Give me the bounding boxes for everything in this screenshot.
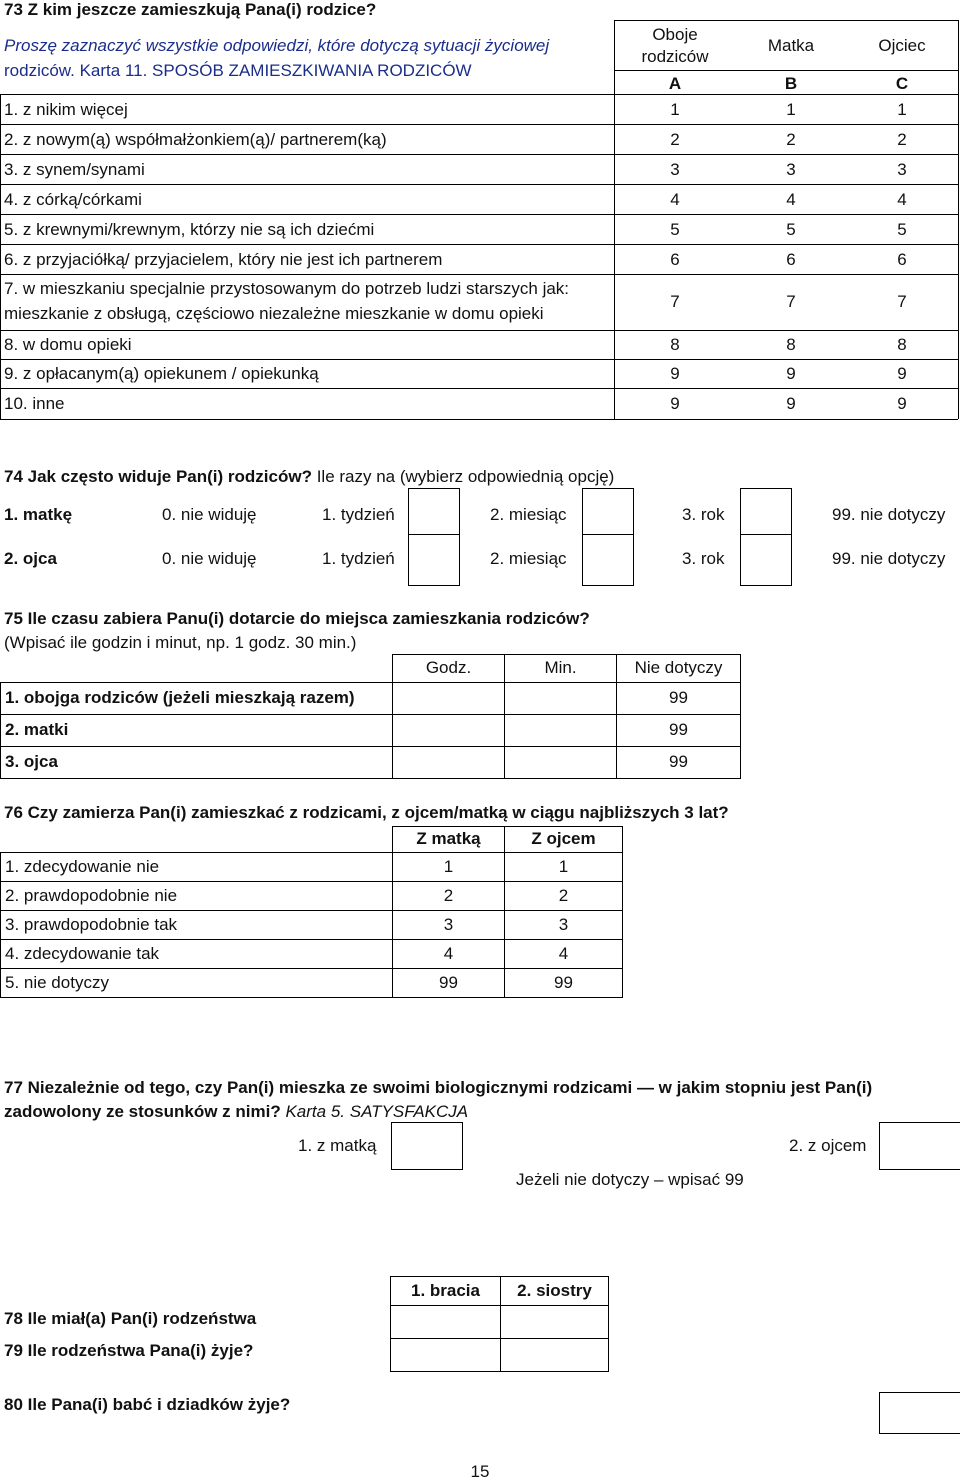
q76-row-father[interactable]: 2 bbox=[505, 882, 623, 911]
q73-title: 73 Z kim jeszcze zamieszkują Pana(i) rodzice? bbox=[4, 0, 377, 19]
q73-row-value-c[interactable]: 6 bbox=[897, 250, 907, 269]
q75-row-na[interactable]: 99 bbox=[617, 715, 741, 747]
q75-row-label: 1. obojga rodziców (jeżeli mieszkają razem) bbox=[1, 683, 393, 715]
q74-mother-year-box[interactable] bbox=[740, 488, 792, 540]
q73-row-value-b[interactable]: 5 bbox=[786, 220, 796, 239]
q76-row-mother[interactable]: 99 bbox=[393, 969, 505, 998]
q73-grid-right bbox=[958, 94, 959, 419]
siblings-table bbox=[390, 1276, 609, 1372]
q76-row bbox=[1, 940, 623, 969]
q73-row-value-a[interactable]: 2 bbox=[670, 130, 680, 149]
q74-mother-week-box[interactable] bbox=[408, 488, 460, 540]
q73-row-value-a[interactable]: 3 bbox=[670, 160, 680, 179]
q76-row-mother[interactable]: 3 bbox=[393, 911, 505, 940]
q75-row-minutes-field[interactable] bbox=[505, 683, 617, 715]
q75-header-hours: Godz. bbox=[393, 655, 505, 683]
q73-row-value-b[interactable]: 3 bbox=[786, 160, 796, 179]
q74-father-label: 2. ojca bbox=[4, 549, 57, 568]
q73-row-value-c[interactable]: 5 bbox=[897, 220, 907, 239]
q73-row-label: 10. inne bbox=[4, 394, 65, 413]
q73-row-label-line1: 7. w mieszkaniu specjalnie przystosowanym do potrzeb ludzi starszych jak: bbox=[4, 279, 570, 298]
q73-header-right-border bbox=[958, 20, 959, 94]
q73-row-label: 5. z krewnymi/krewnym, którzy nie są ich dziećmi bbox=[4, 220, 375, 239]
q73-row-value-b[interactable]: 1 bbox=[786, 100, 796, 119]
q73-col-letter-a: A bbox=[668, 74, 682, 93]
q77-title-line2 bbox=[4, 1102, 468, 1122]
q75-row-label: 2. matki bbox=[1, 715, 393, 747]
q76-row-label: 2. prawdopodobnie nie bbox=[1, 882, 393, 911]
q73-row-value-a[interactable]: 9 bbox=[670, 364, 680, 383]
q73-row-value-a[interactable]: 8 bbox=[670, 335, 680, 354]
q76-table bbox=[0, 826, 623, 998]
q73-header-top-border bbox=[614, 20, 958, 21]
q73-row-value-a[interactable]: 7 bbox=[670, 292, 680, 311]
siblings-header-brothers: 1. bracia bbox=[391, 1277, 501, 1306]
q74-mother-label: 1. matkę bbox=[4, 505, 73, 524]
q75-row-hours-field[interactable] bbox=[393, 715, 505, 747]
q77-father-box[interactable] bbox=[879, 1122, 960, 1170]
q75-table bbox=[0, 654, 741, 779]
q73-row-value-c[interactable]: 3 bbox=[897, 160, 907, 179]
siblings-header-sisters: 2. siostry bbox=[501, 1277, 609, 1306]
q76-row bbox=[1, 853, 623, 882]
q74-mother-opt2[interactable]: 2. miesiąc bbox=[490, 505, 567, 524]
q73-row-value-b[interactable]: 6 bbox=[786, 250, 796, 269]
q74-title-rest: Ile razy na (wybierz odpowiednią opcję) bbox=[311, 467, 615, 486]
q73-row-value-b[interactable]: 8 bbox=[786, 335, 796, 354]
q79-sisters-field[interactable] bbox=[501, 1339, 609, 1372]
q77-title-line1: 77 Niezależnie od tego, czy Pan(i) mieszka ze swoimi biologicznymi rodzicami — w jakim stopniu jest Pan(i) bbox=[4, 1078, 873, 1097]
q76-header-mother: Z matką bbox=[393, 827, 505, 853]
q74-father-opt1[interactable]: 1. tydzień bbox=[322, 549, 395, 568]
q75-note: (Wpisać ile godzin i minut, np. 1 godz. 30 min.) bbox=[4, 633, 357, 652]
q73-row-label: 3. z synem/synami bbox=[4, 160, 145, 179]
q75-row bbox=[1, 715, 741, 747]
q75-row-hours-field[interactable] bbox=[393, 683, 505, 715]
q73-row-value-b[interactable]: 9 bbox=[786, 394, 796, 413]
q73-row[interactable] bbox=[0, 274, 958, 331]
q75-row-minutes-field[interactable] bbox=[505, 747, 617, 779]
q76-header-father: Z ojcem bbox=[505, 827, 623, 853]
q73-grid-a bbox=[614, 94, 615, 419]
q78-sisters-field[interactable] bbox=[501, 1306, 609, 1339]
q73-col-mother-header: Matka bbox=[767, 36, 815, 55]
q73-row[interactable] bbox=[0, 214, 958, 245]
q78-label: 78 Ile miał(a) Pan(i) rodzeństwa bbox=[4, 1309, 257, 1328]
q74-father-opt3[interactable]: 3. rok bbox=[682, 549, 725, 568]
q74-father-week-box[interactable] bbox=[408, 534, 460, 586]
q73-row[interactable] bbox=[0, 94, 958, 125]
q73-col-letter-c: C bbox=[895, 74, 909, 93]
q73-header-left-border bbox=[614, 20, 615, 94]
q74-mother-month-box[interactable] bbox=[582, 488, 634, 540]
q73-row-label: 2. z nowym(ą) współmałżonkiem(ą)/ partnerem(ką) bbox=[4, 130, 387, 149]
q79-label: 79 Ile rodzeństwa Pana(i) żyje? bbox=[4, 1341, 254, 1360]
q73-row[interactable] bbox=[0, 154, 958, 185]
q74-title bbox=[4, 467, 614, 487]
q73-row-value-b[interactable]: 7 bbox=[786, 292, 796, 311]
q73-row-value-b[interactable]: 2 bbox=[786, 130, 796, 149]
q73-col-both-line1: Oboje bbox=[652, 25, 698, 44]
q77-title-italic: Karta 5. SATYSFAKCJA bbox=[280, 1102, 469, 1121]
q73-row-value-a[interactable]: 4 bbox=[670, 190, 680, 209]
q73-row-label: 4. z córką/córkami bbox=[4, 190, 142, 209]
q73-instruction-line1: Proszę zaznaczyć wszystkie odpowiedzi, które dotyczą sytuacji życiowej bbox=[4, 36, 550, 55]
q73-row-value-c[interactable]: 4 bbox=[897, 190, 907, 209]
q75-row-hours-field[interactable] bbox=[393, 747, 505, 779]
q73-instruction-line2: rodziców. Karta 11. SPOSÓB ZAMIESZKIWANIA RODZICÓW bbox=[4, 61, 472, 80]
q73-row[interactable] bbox=[0, 388, 958, 420]
q73-row[interactable] bbox=[0, 244, 958, 275]
q76-row bbox=[1, 911, 623, 940]
q76-row-label: 1. zdecydowanie nie bbox=[1, 853, 393, 882]
q76-row-father[interactable]: 3 bbox=[505, 911, 623, 940]
q74-title-bold: 74 Jak często widuje Pan(i) rodziców? bbox=[4, 467, 312, 486]
q75-header-minutes: Min. bbox=[505, 655, 617, 683]
q73-row-value-c[interactable]: 9 bbox=[897, 364, 907, 383]
q74-father-opt99[interactable]: 99. nie dotyczy bbox=[832, 549, 946, 568]
q73-row-value-c[interactable]: 7 bbox=[897, 292, 907, 311]
q77-option-mother: 1. z matką bbox=[298, 1136, 377, 1155]
q76-row-mother[interactable]: 4 bbox=[393, 940, 505, 969]
q75-row-label: 3. ojca bbox=[1, 747, 393, 779]
q80-answer-box[interactable] bbox=[879, 1392, 960, 1434]
q74-mother-opt1[interactable]: 1. tydzień bbox=[322, 505, 395, 524]
q73-row[interactable] bbox=[0, 330, 958, 360]
q76-row-father[interactable]: 1 bbox=[505, 853, 623, 882]
q73-row-value-a[interactable]: 6 bbox=[670, 250, 680, 269]
q76-title: 76 Czy zamierza Pan(i) zamieszkać z rodzicami, z ojcem/matką w ciągu najbliższych 3 lat? bbox=[4, 803, 729, 822]
q77-title-bold: zadowolony ze stosunków z nimi? bbox=[4, 1102, 281, 1121]
page-number: 15 bbox=[470, 1462, 490, 1481]
q75-row bbox=[1, 683, 741, 715]
q76-row-label: 5. nie dotyczy bbox=[1, 969, 393, 998]
q76-row-mother[interactable]: 1 bbox=[393, 853, 505, 882]
q74-mother-opt0[interactable]: 0. nie widuję bbox=[162, 505, 257, 524]
q75-row-na[interactable]: 99 bbox=[617, 747, 741, 779]
q74-father-opt0[interactable]: 0. nie widuję bbox=[162, 549, 257, 568]
q76-row-mother[interactable]: 2 bbox=[393, 882, 505, 911]
q79-brothers-field[interactable] bbox=[391, 1339, 501, 1372]
q73-row-value-c[interactable]: 2 bbox=[897, 130, 907, 149]
q73-header-mid-border bbox=[614, 70, 958, 71]
q73-row-value-b[interactable]: 4 bbox=[786, 190, 796, 209]
q78-brothers-field[interactable] bbox=[391, 1306, 501, 1339]
q73-row-label: 1. z nikim więcej bbox=[4, 100, 128, 119]
q75-row-minutes-field[interactable] bbox=[505, 715, 617, 747]
q76-row-label: 3. prawdopodobnie tak bbox=[1, 911, 393, 940]
q73-row-value-a[interactable]: 1 bbox=[670, 100, 680, 119]
q76-row bbox=[1, 882, 623, 911]
q73-grid-left bbox=[0, 94, 1, 419]
q73-col-father-header: Ojciec bbox=[878, 36, 926, 55]
q76-row-father[interactable]: 99 bbox=[505, 969, 623, 998]
q74-father-opt2[interactable]: 2. miesiąc bbox=[490, 549, 567, 568]
q73-row-value-c[interactable]: 8 bbox=[897, 335, 907, 354]
q73-col-letter-b: B bbox=[784, 74, 798, 93]
q77-mother-box[interactable] bbox=[391, 1122, 463, 1170]
q75-row-na[interactable]: 99 bbox=[617, 683, 741, 715]
q73-row-value-a[interactable]: 5 bbox=[670, 220, 680, 239]
q75-header-na: Nie dotyczy bbox=[617, 655, 741, 683]
q77-option-father: 2. z ojcem bbox=[789, 1136, 867, 1155]
q74-father-year-box[interactable] bbox=[740, 534, 792, 586]
q73-row-label: 9. z opłacanym(ą) opiekunem / opiekunką bbox=[4, 364, 319, 383]
q73-row-value-c[interactable]: 1 bbox=[897, 100, 907, 119]
q73-row[interactable] bbox=[0, 184, 958, 215]
q73-row-label-line2: mieszkanie z obsługą, częściowo niezależne mieszkanie w domu opieki bbox=[4, 304, 544, 323]
q75-title: 75 Ile czasu zabiera Panu(i) dotarcie do miejsca zamieszkania rodziców? bbox=[4, 609, 590, 628]
q77-note: Jeżeli nie dotyczy – wpisać 99 bbox=[516, 1170, 744, 1189]
q74-father-month-box[interactable] bbox=[582, 534, 634, 586]
q76-row-father[interactable]: 4 bbox=[505, 940, 623, 969]
q80-label: 80 Ile Pana(i) babć i dziadków żyje? bbox=[4, 1395, 291, 1414]
q73-row-label: 6. z przyjaciółką/ przyjacielem, który nie jest ich partnerem bbox=[4, 250, 443, 269]
q73-row-value-c[interactable]: 9 bbox=[897, 394, 907, 413]
q73-col-both-line2: rodziców bbox=[641, 47, 709, 66]
q73-row[interactable] bbox=[0, 359, 958, 389]
q73-row-label: 8. w domu opieki bbox=[4, 335, 132, 354]
q74-mother-opt3[interactable]: 3. rok bbox=[682, 505, 725, 524]
q73-row[interactable] bbox=[0, 124, 958, 155]
q73-row-value-b[interactable]: 9 bbox=[786, 364, 796, 383]
q76-row-label: 4. zdecydowanie tak bbox=[1, 940, 393, 969]
q73-col-both-header bbox=[614, 24, 736, 68]
q75-row bbox=[1, 747, 741, 779]
q76-row bbox=[1, 969, 623, 998]
q73-row-value-a[interactable]: 9 bbox=[670, 394, 680, 413]
q74-mother-opt99[interactable]: 99. nie dotyczy bbox=[832, 505, 946, 524]
